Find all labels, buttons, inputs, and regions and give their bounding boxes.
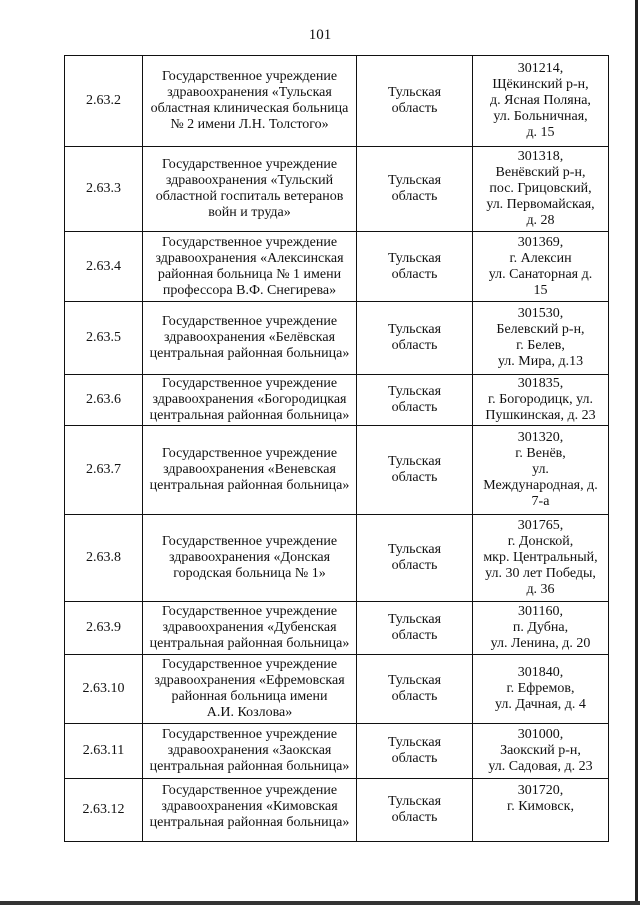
row-region: Тульская область [357, 426, 473, 515]
row-address: 301000, Заокский р-н, ул. Садовая, д. 23 [473, 724, 609, 779]
row-address: 301320, г. Венёв, ул. Международная, д. 7-а [473, 426, 609, 515]
table-row [65, 302, 609, 375]
row-address: 301765, г. Донской, мкр. Центральный, ул. 30 лет Победы, д. 36 [473, 515, 609, 602]
row-code: 2.63.7 [65, 426, 143, 515]
institutions-table [64, 55, 609, 842]
page-number: 101 [308, 27, 332, 43]
row-address: 301214, Щёкинский р-н, д. Ясная Поляна, ул. Больничная, д. 15 [473, 56, 609, 147]
row-code: 2.63.2 [65, 56, 143, 147]
table-row [65, 426, 609, 515]
row-code: 2.63.3 [65, 147, 143, 232]
table-row [65, 779, 609, 842]
row-organization: Государственное учреждение здравоохранения «Тульская областная клиническая больница № 2 имени Л.Н. Толстого» [143, 56, 357, 147]
row-organization: Государственное учреждение здравоохранения «Богородицкая центральная районная больница» [143, 375, 357, 426]
row-code: 2.63.6 [65, 375, 143, 426]
row-address: 301160, п. Дубна, ул. Ленина, д. 20 [473, 602, 609, 655]
row-region: Тульская область [357, 724, 473, 779]
row-organization: Государственное учреждение здравоохранения «Веневская центральная районная больница» [143, 426, 357, 515]
row-organization: Государственное учреждение здравоохранения «Донская городская больница № 1» [143, 515, 357, 602]
row-code: 2.63.4 [65, 232, 143, 302]
row-organization: Государственное учреждение здравоохранения «Алексинская районная больница № 1 имени профессора В.Ф. Снегирева» [143, 232, 357, 302]
row-region: Тульская область [357, 375, 473, 426]
row-address: 301720, г. Кимовск, [473, 779, 609, 842]
row-code: 2.63.9 [65, 602, 143, 655]
row-code: 2.63.10 [65, 655, 143, 724]
table-row [65, 602, 609, 655]
table-row [65, 56, 609, 147]
row-code: 2.63.8 [65, 515, 143, 602]
row-region: Тульская область [357, 232, 473, 302]
table-row [65, 375, 609, 426]
row-region: Тульская область [357, 56, 473, 147]
row-organization: Государственное учреждение здравоохранения «Белёвская центральная районная больница» [143, 302, 357, 375]
row-organization: Государственное учреждение здравоохранения «Ефремовская районная больница имени А.И. Козлова» [143, 655, 357, 724]
row-organization: Государственное учреждение здравоохранения «Кимовская центральная районная больница» [143, 779, 357, 842]
row-code: 2.63.5 [65, 302, 143, 375]
row-address: 301835, г. Богородицк, ул. Пушкинская, д. 23 [473, 375, 609, 426]
row-region: Тульская область [357, 147, 473, 232]
row-region: Тульская область [357, 602, 473, 655]
scan-edge-right [635, 0, 638, 905]
row-region: Тульская область [357, 779, 473, 842]
row-code: 2.63.12 [65, 779, 143, 842]
row-address: 301369, г. Алексин ул. Санаторная д. 15 [473, 232, 609, 302]
row-address: 301530, Белевский р-н, г. Белев, ул. Мира, д.13 [473, 302, 609, 375]
row-address: 301840, г. Ефремов, ул. Дачная, д. 4 [473, 655, 609, 724]
row-organization: Государственное учреждение здравоохранения «Дубенская центральная районная больница» [143, 602, 357, 655]
table-row [65, 232, 609, 302]
row-address: 301318, Венёвский р-н, пос. Грицовский, ул. Первомайская, д. 28 [473, 147, 609, 232]
table-row [65, 724, 609, 779]
scan-edge-bottom [0, 901, 640, 905]
table-row [65, 147, 609, 232]
table-row [65, 655, 609, 724]
row-code: 2.63.11 [65, 724, 143, 779]
row-organization: Государственное учреждение здравоохранения «Заокская центральная районная больница» [143, 724, 357, 779]
table-row [65, 515, 609, 602]
row-region: Тульская область [357, 302, 473, 375]
row-region: Тульская область [357, 515, 473, 602]
row-region: Тульская область [357, 655, 473, 724]
row-organization: Государственное учреждение здравоохранения «Тульский областной госпиталь ветеранов войн и труда» [143, 147, 357, 232]
